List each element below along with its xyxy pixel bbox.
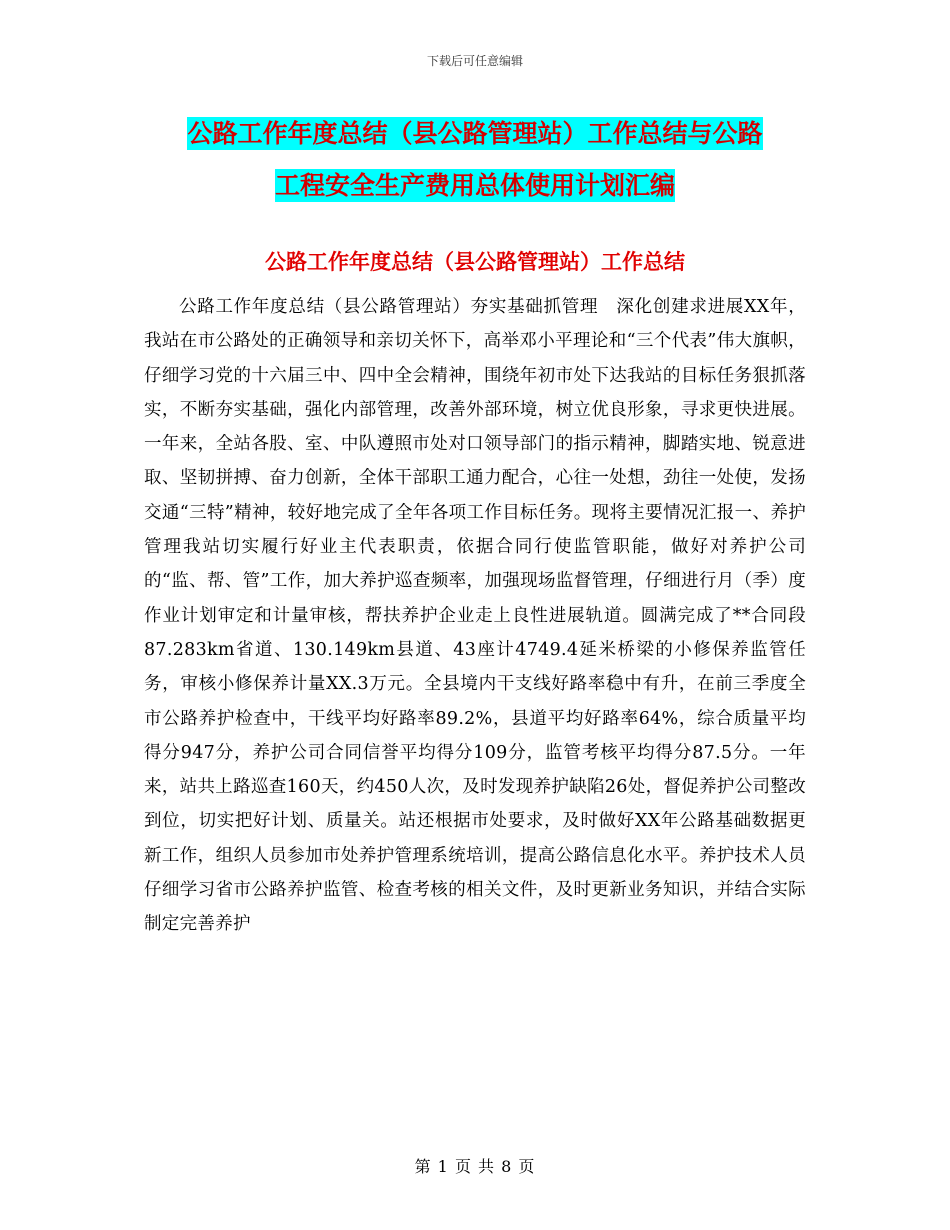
section-title: 公路工作年度总结（县公路管理站）工作总结	[265, 250, 685, 274]
document-title-line-2: 工程安全生产费用总体使用计划汇编	[274, 171, 675, 200]
document-title-line-1: 公路工作年度总结（县公路管理站）工作总结与公路	[187, 119, 763, 148]
document-title	[0, 108, 950, 212]
body-text	[144, 290, 806, 942]
body-paragraph: 公路工作年度总结（县公路管理站）夯实基础抓管理 深化创建求进展XX年，我站在市公路处的正确领导和亲切关怀下，高举邓小平理论和“三个代表”伟大旗帜，仔细学习党的十六届三中、四中全会精神，围绕年初市处下达我站的目标任务狠抓落实，不断夯实基础，强化内部管理，改善外部环境，树立优良形象，寻求更快进展。一年来，全站各股、室、中队遵照市处对口领导部门的指示精神，脚踏实地、锐意进取、坚韧拼搏、奋力创新，全体干部职工通力配合，心往一处想，劲往一处使，发扬交通“三特”精神，较好地完成了全年各项工作目标任务。现将主要情况汇报一、养护管理我站切实履行好业主代表职责，依据合同行使监管职能，做好对养护公司的“监、帮、管”工作，加大养护巡查频率，加强现场监督管理，仔细进行月（季）度作业计划审定和计量审核，帮扶养护企业走上良性进展轨道。圆满完成了**合同段87.283km省道、130.149km县道、43座计4749.4延米桥梁的小修保养监管任务，审核小修保养计量XX.3万元。全县境内干支线好路率稳中有升，在前三季度全市公路养护检查中，干线平均好路率89.2%，县道平均好路率64%，综合质量平均得分947分，养护公司合同信誉平均得分109分，监管考核平均得分87.5分。一年来，站共上路巡查160天，约450人次，及时发现养护缺陷26处，督促养护公司整改到位，切实把好计划、质量关。站还根据市处要求，及时做好XX年公路基础数据更新工作，组织人员参加市处养护管理系统培训，提高公路信息化水平。养护技术人员仔细学习省市公路养护监管、检查考核的相关文件，及时更新业务知识，并结合实际制定完善养护	[144, 297, 806, 935]
page-footer: 第 1 页 共 8 页	[414, 1157, 536, 1176]
header-note: 下载后可任意编辑	[426, 54, 523, 68]
